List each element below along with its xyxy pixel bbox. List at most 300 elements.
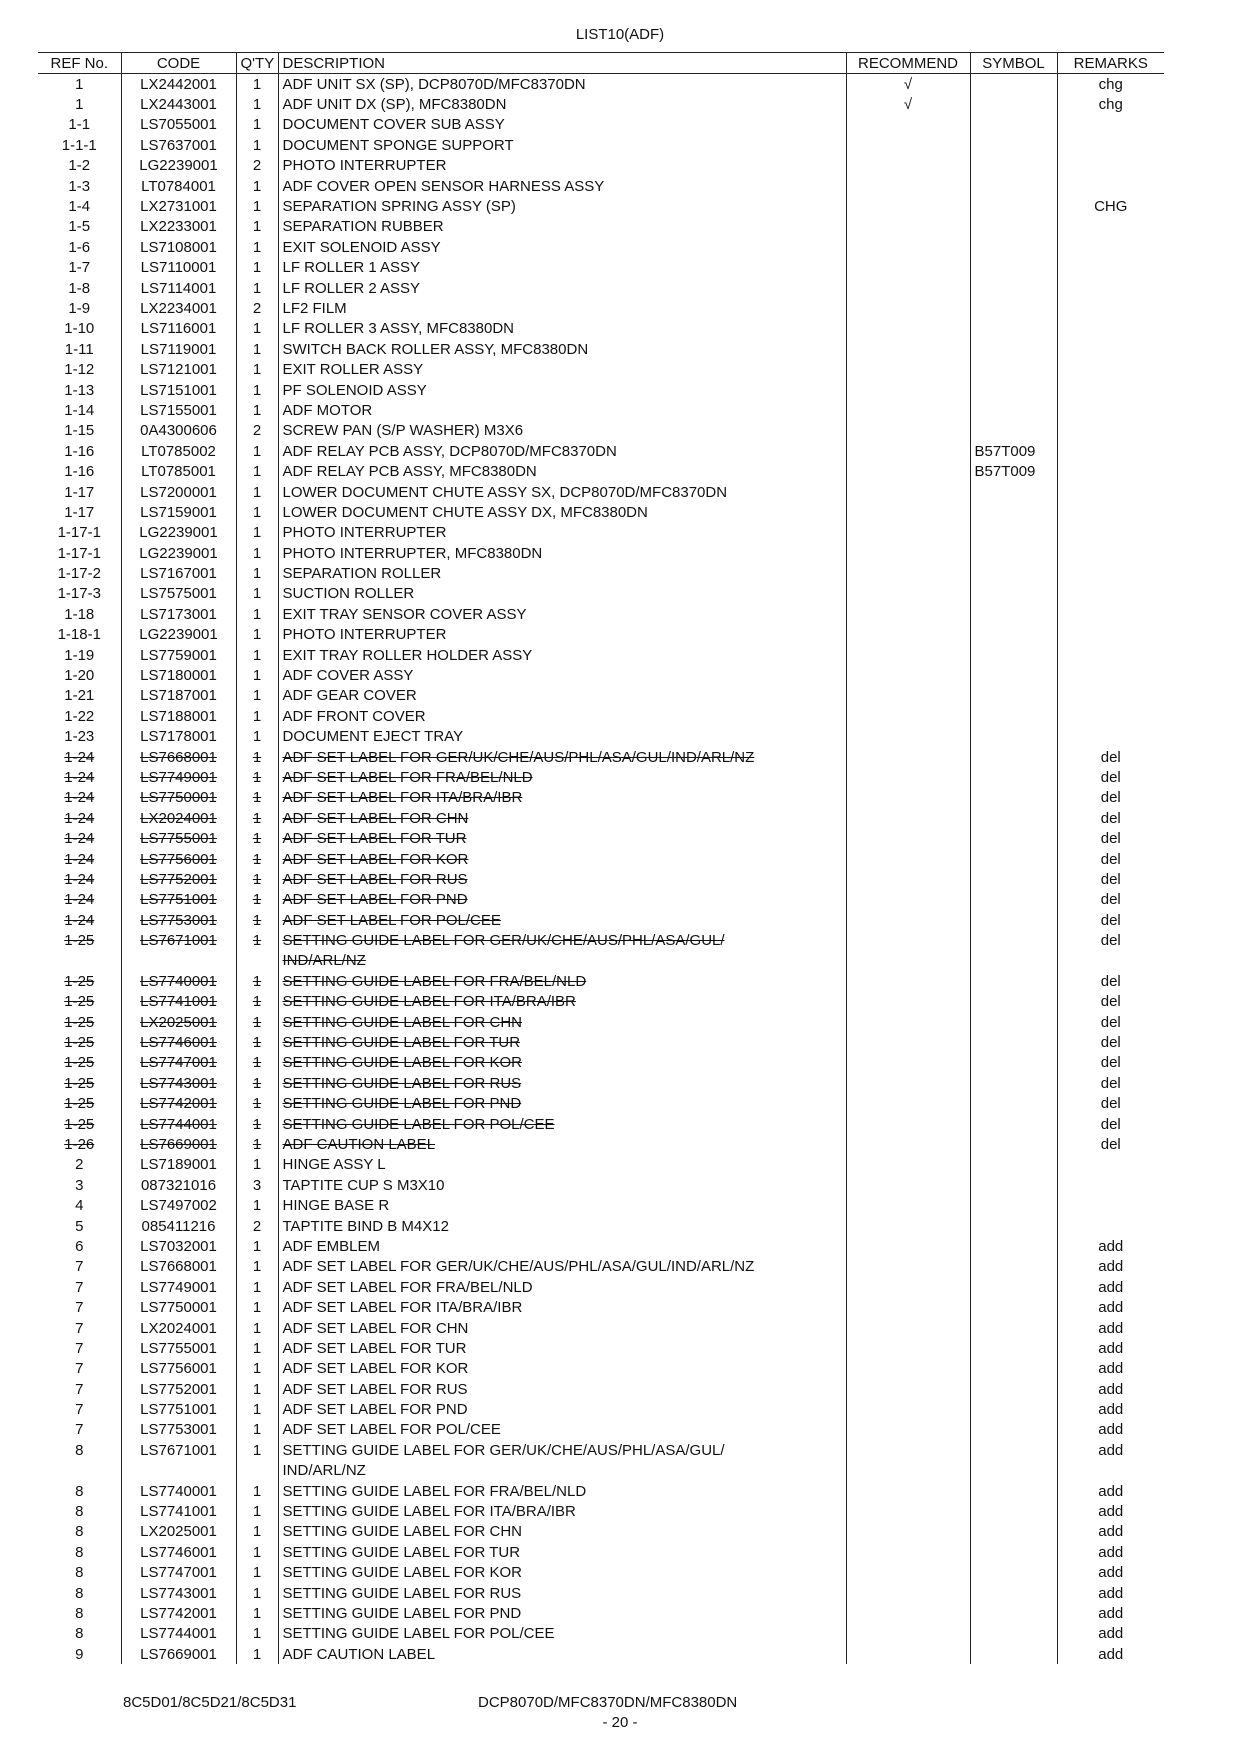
cell-remarks: add [1057,1338,1164,1358]
cell-code: LS7742001 [121,1603,236,1623]
cell-remarks: add [1057,1522,1164,1542]
cell-description: ADF SET LABEL FOR KOR [278,1359,846,1379]
cell-remarks [1057,156,1164,176]
cell-qty: 1 [236,1032,278,1052]
cell-symbol [970,808,1057,828]
cell-remarks [1057,359,1164,379]
cell-qty: 1 [236,339,278,359]
cell-recommend [846,584,970,604]
table-row [38,74,1164,95]
cell-symbol [970,828,1057,848]
cell-ref-no: 1-24 [64,850,95,868]
cell-description: ADF SET LABEL FOR PND [278,1399,846,1419]
cell-remarks [1057,584,1164,604]
cell-recommend [846,828,970,848]
table-row [38,1053,1164,1073]
cell-recommend [846,1297,970,1317]
cell-recommend [846,258,970,278]
cell-description: ADF FRONT COVER [278,706,846,726]
cell-ref-no: 6 [75,1237,84,1255]
cell-remarks: add [1057,1359,1164,1379]
table-row [38,359,1164,379]
cell-remarks [1057,176,1164,196]
cell-recommend [846,543,970,563]
cell-recommend [846,645,970,665]
cell-description: HINGE ASSY L [278,1155,846,1175]
header-qty: Q'TY [236,53,278,74]
cell-symbol [970,1094,1057,1114]
cell-symbol [970,1236,1057,1256]
cell-ref-no: 1-19 [64,646,95,664]
table-row [38,1297,1164,1317]
cell-description: ADF SET LABEL FOR GER/UK/CHE/AUS/PHL/ASA/GUL/IND/ARL/NZ [278,1257,846,1277]
cell-description: ADF RELAY PCB ASSY, DCP8070D/MFC8370DN [278,441,846,461]
cell-remarks [1057,645,1164,665]
cell-description: LOWER DOCUMENT CHUTE ASSY SX, DCP8070D/MFC8370DN [278,482,846,502]
cell-code: LS7744001 [121,1114,236,1134]
cell-description: ADF EMBLEM [278,1236,846,1256]
cell-qty: 1 [236,645,278,665]
cell-symbol [970,1399,1057,1419]
cell-qty: 2 [236,1216,278,1236]
cell-ref-no: 1-24 [64,789,95,807]
cell-qty: 2 [236,421,278,441]
cell-qty [236,1461,278,1481]
cell-ref-no: 1-1-1 [61,136,97,154]
cell-symbol [970,1053,1057,1073]
cell-code: LS7753001 [121,910,236,930]
cell-description: ADF SET LABEL FOR RUS [278,1379,846,1399]
cell-code: LS7189001 [121,1155,236,1175]
cell-code: LS7742001 [121,1094,236,1114]
cell-recommend [846,135,970,155]
cell-symbol [970,135,1057,155]
cell-ref-no: 8 [75,1482,84,1500]
table-row [38,1134,1164,1154]
cell-remarks [1057,421,1164,441]
cell-qty: 1 [236,767,278,787]
cell-description: ADF SET LABEL FOR TUR [278,1338,846,1358]
cell-remarks: del [1057,1094,1164,1114]
cell-ref-no: 1-24 [64,830,95,848]
cell-symbol [970,727,1057,747]
table-row [38,951,1164,971]
cell-symbol [970,992,1057,1012]
cell-code: LS7750001 [121,788,236,808]
table-row [38,1563,1164,1583]
cell-description: SETTING GUIDE LABEL FOR POL/CEE [278,1624,846,1644]
cell-remarks: add [1057,1440,1164,1460]
cell-ref-no: 8 [75,1584,84,1602]
cell-symbol [970,176,1057,196]
cell-code: LS7755001 [121,828,236,848]
cell-symbol [970,1277,1057,1297]
table-row [38,849,1164,869]
cell-ref-no: 8 [75,1543,84,1561]
cell-description: TAPTITE BIND B M4X12 [278,1216,846,1236]
cell-symbol [970,1134,1057,1154]
cell-code: LS7187001 [121,686,236,706]
cell-description: HINGE BASE R [278,1195,846,1215]
cell-qty: 1 [236,94,278,114]
cell-ref-no: 1-17-3 [57,585,101,603]
footer-model-codes: 8C5D01/8C5D21/8C5D31 [123,1694,297,1711]
cell-qty: 1 [236,115,278,135]
cell-remarks [1057,625,1164,645]
cell-recommend [846,1032,970,1052]
cell-ref-no: 1-17-2 [57,565,101,583]
cell-symbol [970,115,1057,135]
table-row [38,115,1164,135]
cell-ref-no: 1-17 [64,503,95,521]
cell-code: LS7032001 [121,1236,236,1256]
cell-code: LS7747001 [121,1053,236,1073]
cell-recommend [846,1073,970,1093]
cell-ref-no: 9 [75,1645,84,1663]
cell-qty: 1 [236,135,278,155]
cell-recommend [846,1440,970,1460]
cell-code: LS7173001 [121,604,236,624]
cell-qty: 1 [236,1501,278,1521]
cell-ref-no: 1-17 [64,483,95,501]
cell-recommend [846,176,970,196]
cell-symbol [970,1440,1057,1460]
cell-ref-no: 1-7 [68,259,91,277]
cell-recommend [846,706,970,726]
cell-ref-no: 1-25 [64,1095,95,1113]
table-row [38,156,1164,176]
cell-description: ADF RELAY PCB ASSY, MFC8380DN [278,461,846,481]
cell-description: ADF SET LABEL FOR TUR [278,828,846,848]
cell-code: LG2239001 [121,543,236,563]
cell-remarks [1057,523,1164,543]
cell-symbol [970,258,1057,278]
cell-recommend [846,400,970,420]
cell-ref-no: 1-5 [68,218,91,236]
cell-symbol [970,94,1057,114]
cell-symbol [970,482,1057,502]
cell-code: LS7752001 [121,869,236,889]
cell-qty: 1 [236,543,278,563]
cell-code: LS7751001 [121,890,236,910]
cell-ref-no: 1-26 [64,1136,95,1153]
cell-qty: 1 [236,278,278,298]
cell-remarks [1057,237,1164,257]
table-row [38,258,1164,278]
cell-qty: 1 [236,1195,278,1215]
cell-symbol [970,930,1057,950]
cell-qty: 1 [236,930,278,950]
cell-code: LS7575001 [121,584,236,604]
cell-code: LX2443001 [121,94,236,114]
cell-qty: 1 [236,1155,278,1175]
cell-recommend [846,1644,970,1664]
cell-recommend [846,237,970,257]
cell-remarks [1057,563,1164,583]
cell-symbol [970,156,1057,176]
cell-ref-no: 5 [75,1217,84,1235]
cell-symbol [970,1461,1057,1481]
cell-ref-no: 1-24 [64,870,95,888]
cell-ref-no: 8 [75,1564,84,1582]
cell-recommend [846,1277,970,1297]
cell-remarks: del [1057,788,1164,808]
table-row [38,930,1164,950]
cell-description: SEPARATION SPRING ASSY (SP) [278,196,846,216]
cell-description: SCREW PAN (S/P WASHER) M3X6 [278,421,846,441]
cell-description: LF ROLLER 2 ASSY [278,278,846,298]
cell-symbol [970,1338,1057,1358]
cell-ref-no: 7 [75,1380,84,1398]
cell-remarks: add [1057,1277,1164,1297]
table-row [38,1094,1164,1114]
cell-recommend [846,1624,970,1644]
cell-description: SETTING GUIDE LABEL FOR PND [278,1603,846,1623]
table-row [38,1603,1164,1623]
cell-ref-no: 1-22 [64,707,95,725]
parts-list-table [38,52,1164,1664]
cell-description: IND/ARL/NZ [278,951,846,971]
cell-recommend [846,1583,970,1603]
cell-qty: 1 [236,910,278,930]
cell-code: LS7756001 [121,849,236,869]
cell-qty: 1 [236,1542,278,1562]
cell-ref-no: 7 [75,1258,84,1276]
cell-symbol [970,1542,1057,1562]
cell-description: DOCUMENT COVER SUB ASSY [278,115,846,135]
table-row [38,1257,1164,1277]
cell-symbol [970,1216,1057,1236]
cell-recommend [846,971,970,991]
cell-code: LX2025001 [121,1012,236,1032]
table-row [38,319,1164,339]
cell-symbol [970,196,1057,216]
cell-description: EXIT TRAY SENSOR COVER ASSY [278,604,846,624]
cell-remarks: chg [1057,74,1164,95]
cell-qty: 1 [236,584,278,604]
cell-qty: 1 [236,1624,278,1644]
cell-ref-no: 1-6 [68,238,91,256]
cell-symbol [970,1501,1057,1521]
cell-recommend [846,1338,970,1358]
cell-qty: 2 [236,298,278,318]
cell-remarks: add [1057,1542,1164,1562]
cell-symbol [970,380,1057,400]
cell-ref-no: 1-13 [64,381,95,399]
cell-code: LS7749001 [121,1277,236,1297]
cell-remarks [1057,461,1164,481]
cell-remarks [1057,706,1164,726]
cell-symbol [970,1379,1057,1399]
cell-description: ADF COVER ASSY [278,665,846,685]
cell-description: ADF COVER OPEN SENSOR HARNESS ASSY [278,176,846,196]
cell-code: LS7740001 [121,971,236,991]
cell-qty: 1 [236,1134,278,1154]
table-row [38,828,1164,848]
cell-remarks: del [1057,971,1164,991]
cell-remarks: add [1057,1318,1164,1338]
cell-symbol [970,278,1057,298]
cell-remarks: add [1057,1399,1164,1419]
header-symbol: SYMBOL [970,53,1057,74]
cell-code: LX2025001 [121,1522,236,1542]
cell-description: ADF CAUTION LABEL [278,1644,846,1664]
cell-ref-no: 1-18-1 [57,626,101,644]
table-row [38,1114,1164,1134]
cell-ref-no: 1-25 [64,993,95,1011]
table-row [38,421,1164,441]
cell-code: LG2239001 [121,156,236,176]
table-row [38,869,1164,889]
cell-code [121,1461,236,1481]
cell-code: LS7741001 [121,992,236,1012]
cell-qty: 1 [236,1420,278,1440]
cell-symbol [970,767,1057,787]
cell-ref-no: 1-11 [64,340,94,358]
cell-symbol [970,1359,1057,1379]
cell-remarks [1057,319,1164,339]
cell-remarks: del [1057,1012,1164,1032]
table-row [38,543,1164,563]
cell-description: EXIT TRAY ROLLER HOLDER ASSY [278,645,846,665]
cell-symbol [970,298,1057,318]
cell-symbol [970,543,1057,563]
cell-symbol [970,1032,1057,1052]
cell-ref-no: 7 [75,1360,84,1378]
cell-recommend [846,319,970,339]
cell-remarks: del [1057,910,1164,930]
cell-qty: 1 [236,217,278,237]
cell-symbol [970,74,1057,95]
table-row [38,482,1164,502]
cell-ref-no: 1-16 [64,442,95,460]
cell-remarks: del [1057,1073,1164,1093]
cell-ref-no: 4 [75,1197,84,1215]
cell-qty: 1 [236,890,278,910]
cell-recommend [846,1318,970,1338]
cell-description: ADF SET LABEL FOR CHN [278,808,846,828]
cell-ref-no: 1-14 [64,401,95,419]
cell-ref-no: 1-12 [64,361,95,379]
table-row [38,1175,1164,1195]
cell-recommend [846,992,970,1012]
cell-ref-no: 1-16 [64,463,95,481]
cell-description: ADF SET LABEL FOR FRA/BEL/NLD [278,1277,846,1297]
cell-remarks: CHG [1057,196,1164,216]
table-header [38,53,1164,74]
cell-ref-no: 8 [75,1523,84,1541]
cell-qty: 1 [236,828,278,848]
table-row [38,1277,1164,1297]
cell-description: PHOTO INTERRUPTER, MFC8380DN [278,543,846,563]
cell-recommend [846,686,970,706]
cell-code: LS7746001 [121,1032,236,1052]
cell-recommend [846,359,970,379]
table-row [38,135,1164,155]
cell-recommend [846,1603,970,1623]
cell-remarks [1057,604,1164,624]
cell-remarks: add [1057,1644,1164,1664]
cell-remarks: del [1057,1134,1164,1154]
cell-recommend [846,461,970,481]
cell-remarks [1057,278,1164,298]
cell-code: LS7116001 [121,319,236,339]
table-row [38,808,1164,828]
cell-recommend [846,502,970,522]
cell-recommend [846,1481,970,1501]
table-row [38,1338,1164,1358]
cell-remarks [1057,298,1164,318]
cell-recommend [846,1236,970,1256]
cell-description: SEPARATION ROLLER [278,563,846,583]
table-row [38,992,1164,1012]
cell-ref-no: 1-15 [64,422,95,440]
cell-code: LS7200001 [121,482,236,502]
cell-recommend [846,1359,970,1379]
header-remarks: REMARKS [1057,53,1164,74]
cell-code: LT0784001 [121,176,236,196]
cell-qty: 1 [236,727,278,747]
cell-ref-no: 1-24 [64,809,95,827]
cell-description: SETTING GUIDE LABEL FOR GER/UK/CHE/AUS/PHL/ASA/GUL/ [278,930,846,950]
cell-recommend [846,278,970,298]
cell-code: LS7669001 [121,1134,236,1154]
cell-qty: 1 [236,686,278,706]
cell-description: EXIT SOLENOID ASSY [278,237,846,257]
cell-code: LS7121001 [121,359,236,379]
table-row [38,604,1164,624]
cell-symbol [970,339,1057,359]
table-row [38,441,1164,461]
cell-recommend [846,808,970,828]
cell-code: LS7159001 [121,502,236,522]
table-row [38,747,1164,767]
table-row [38,380,1164,400]
table-row [38,1440,1164,1460]
table-row [38,1073,1164,1093]
cell-code: LT0785001 [121,461,236,481]
cell-symbol: B57T009 [970,441,1057,461]
cell-symbol [970,849,1057,869]
cell-remarks: del [1057,930,1164,950]
cell-symbol [970,1603,1057,1623]
cell-ref-no [38,951,121,971]
cell-code: LX2024001 [121,1318,236,1338]
cell-recommend [846,217,970,237]
cell-ref-no: 1-25 [64,972,95,990]
cell-code: LS7759001 [121,645,236,665]
cell-symbol [970,1073,1057,1093]
cell-description: ADF UNIT SX (SP), DCP8070D/MFC8370DN [278,74,846,95]
cell-code: LS7756001 [121,1359,236,1379]
cell-symbol [970,1522,1057,1542]
cell-remarks: add [1057,1257,1164,1277]
cell-qty: 1 [236,258,278,278]
cell-qty: 1 [236,808,278,828]
cell-recommend [846,482,970,502]
cell-description: ADF SET LABEL FOR RUS [278,869,846,889]
cell-code: LS7746001 [121,1542,236,1562]
cell-symbol [970,523,1057,543]
cell-description: DOCUMENT SPONGE SUPPORT [278,135,846,155]
table-row [38,727,1164,747]
table-row [38,1522,1164,1542]
cell-code: LS7750001 [121,1297,236,1317]
cell-ref-no: 1-20 [64,667,95,685]
cell-qty: 1 [236,1583,278,1603]
cell-description: LOWER DOCUMENT CHUTE ASSY DX, MFC8380DN [278,502,846,522]
table-row [38,1399,1164,1419]
